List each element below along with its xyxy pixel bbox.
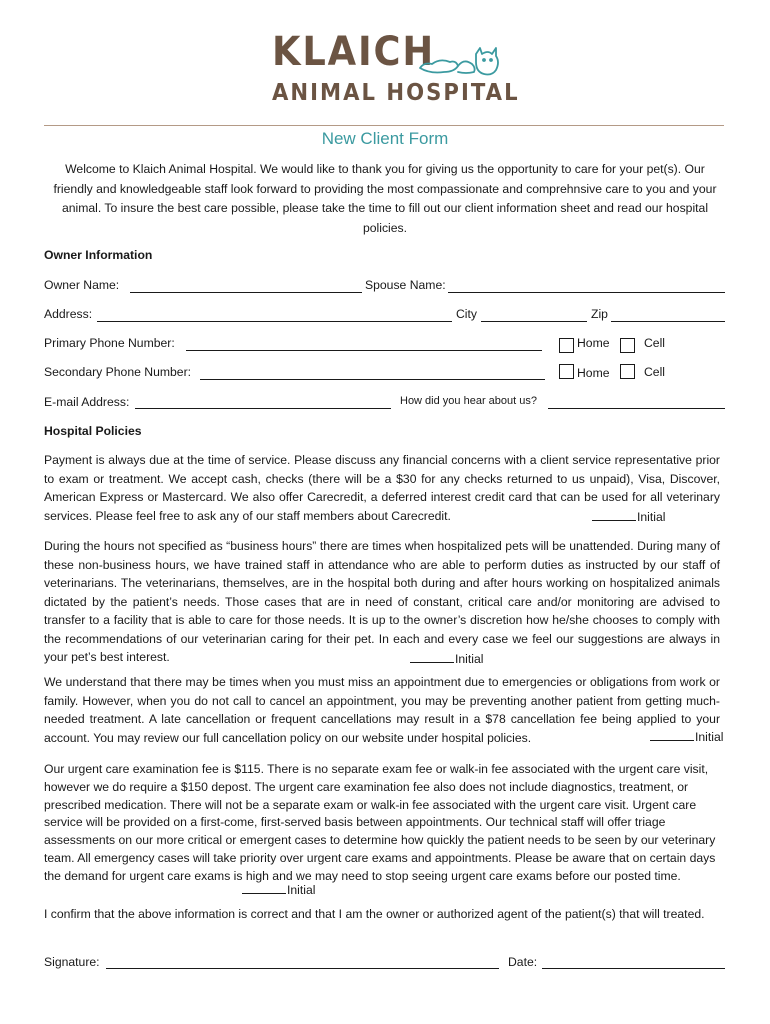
address-label: Address: [44, 307, 93, 321]
owner-name-label: Owner Name: [44, 278, 120, 292]
zip-label: Zip [591, 307, 608, 321]
urgent-care-initial [242, 881, 315, 897]
primary-home-checkbox[interactable] [559, 338, 574, 353]
email-field[interactable] [135, 408, 391, 409]
secondary-home-checkbox[interactable] [559, 364, 574, 379]
spouse-name-field[interactable] [448, 292, 725, 293]
payment-initial-field[interactable] [592, 508, 636, 521]
payment-policy: Payment is always due at the time of service. Please discuss any financial concerns with a client service representative prior to exam or treatment. We accept cash, checks (there will be a $30 for any checks returned to us unpaid), Visa, Discover, American Express or Mastercard. We also offer Carecredit, a deferred interest credit card that can be used for all veterinary services. Please feel free to ask any of our staff members about Carecredit. [44, 453, 720, 523]
urgent-care-initial-field[interactable] [242, 881, 286, 894]
primary-home-label: Home [577, 336, 610, 350]
signature-field[interactable] [106, 968, 499, 969]
confirmation-statement: I confirm that the above information is correct and that I am the owner or authorized agent of the patient(s) that will treated. [44, 907, 705, 921]
logo-line-1: KLAICH [272, 29, 435, 75]
after-hours-initial-label: Initial [455, 652, 484, 666]
address-field[interactable] [97, 321, 452, 322]
secondary-cell-checkbox[interactable] [620, 364, 635, 379]
owner-information-heading: Owner Information [44, 248, 153, 262]
secondary-phone-label: Secondary Phone Number: [44, 365, 192, 379]
primary-cell-checkbox[interactable] [620, 338, 635, 353]
header-divider [44, 125, 724, 126]
cancellation-initial [650, 728, 723, 744]
cancellation-initial-field[interactable] [650, 728, 694, 741]
hospital-policies-heading: Hospital Policies [44, 424, 142, 438]
urgent-care-policy: Our urgent care examination fee is $115. There is no separate exam fee or walk-in fee associated with the urgent care visit, however we do require a $150 depost. The urgent care examination fee also does not include diagnostics, treatment, or prescribed medication. There will not be a separate exam or walk-in fee associated with the urgent care visit. Urgent care service will be provided on a first-come, first-served basis between appointments. Our technical staff will offer triage assessments on our more critical or emergent cases to determine how quickly the patient needs to be seen by our veterinary team. All emergency cases will take priority over urgent care exams and appointments. Please be aware that on certain days the demand for urgent care exams is high and we may need to stop seeing urgent care exams before our posted time. [44, 762, 716, 883]
owner-name-field[interactable] [130, 292, 362, 293]
hear-about-field[interactable] [548, 408, 725, 409]
after-hours-policy: During the hours not specified as “business hours” there are times when hospitalized pets will be unattended. During many of these non-business hours, we have trained staff in attendance who are able to perform duties as instructed by our staff of veterinarians. The veterinarians, themselves, are in the hospital both during and after hours working on hospitalized animals dictated by the patient’s needs. Those cases that are in need of constant, critical care and/or monitoring are advised to transfer to a facility that is able to care for those needs. It is up to the owner’s discretion how he/she chooses to comply with the recommendations of our veterinarian caring for their pet. In each and every case we feel our suggestions are always in your pet’s best interest. [44, 539, 720, 664]
primary-phone-label: Primary Phone Number: [44, 336, 175, 350]
after-hours-initial [410, 650, 483, 666]
pets-logo-icon [418, 44, 502, 78]
date-field[interactable] [542, 968, 725, 969]
cancellation-initial-label: Initial [695, 730, 724, 744]
date-label: Date: [508, 955, 538, 969]
payment-initial [592, 508, 665, 524]
intro-text: Welcome to Klaich Animal Hospital. We would like to thank you for giving us the opportunity to care for your pet(s). Our friendly and knowledgeable staff look forward to providing the most compassionate and comprehnsive care to you and your animal. To insure the best care possible, please take the time to fill out our client information sheet and read our hospital policies. [53, 162, 717, 235]
city-field[interactable] [481, 321, 587, 322]
secondary-home-label: Home [577, 366, 610, 380]
spouse-name-label: Spouse Name: [365, 278, 446, 292]
primary-cell-label: Cell [644, 336, 665, 350]
email-label: E-mail Address: [44, 395, 130, 409]
hear-about-label: How did you hear about us? [400, 395, 537, 407]
payment-initial-label: Initial [637, 510, 666, 524]
secondary-phone-field[interactable] [200, 379, 545, 380]
zip-field[interactable] [611, 321, 725, 322]
cancellation-policy: We understand that there may be times when you must miss an appointment due to emergencies or obligations from work or family. However, when you do not call to cancel an appointment, you may be preventing another patient from getting much-needed treatment. A late cancellation or frequent cancellations may result in a $78 cancellation fee being applied to your account. You may review our full cancellation policy on our website under hospital policies. [44, 675, 720, 745]
primary-phone-field[interactable] [186, 350, 542, 351]
signature-label: Signature: [44, 955, 100, 969]
logo-line-2: ANIMAL HOSPITAL [272, 80, 520, 106]
after-hours-initial-field[interactable] [410, 650, 454, 663]
city-label: City [456, 307, 477, 321]
secondary-cell-label: Cell [644, 365, 665, 379]
urgent-care-initial-label: Initial [287, 883, 316, 897]
form-title: New Client Form [321, 129, 449, 148]
